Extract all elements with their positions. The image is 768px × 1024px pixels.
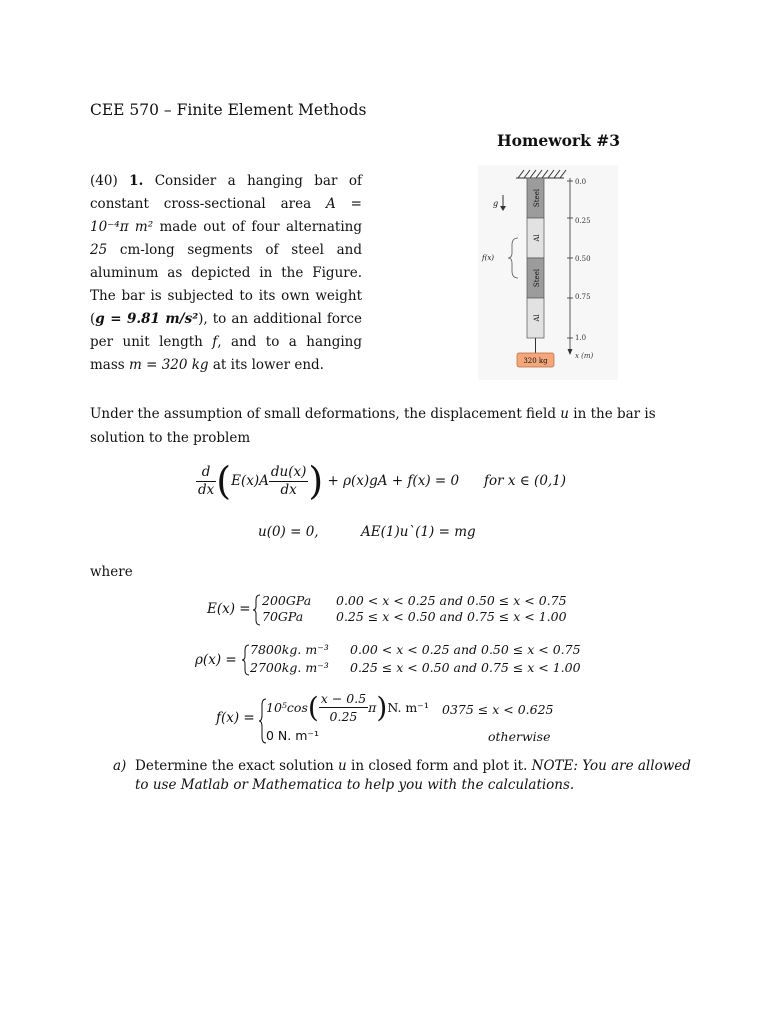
- f-case-1: 10⁵cos( $\frac{x - 0.5}{0.25}$ π)N. m⁻¹: [266, 691, 429, 724]
- homework-title: Homework #3: [497, 131, 621, 150]
- mass-label: 320 kg: [523, 357, 548, 365]
- question-note: NOTE: You are allowed to use Matlab or Mathematica to help you with the calculations.: [135, 758, 691, 793]
- tick-label: 0.75: [575, 293, 591, 301]
- force-symbol: f: [212, 334, 218, 350]
- question-text: in closed form and plot it.: [346, 758, 532, 774]
- d-dx-fraction: [196, 464, 216, 499]
- governing-term: E(x)A: [231, 473, 269, 489]
- problem-text: , and to a hanging mass: [90, 334, 362, 373]
- f-case-2: 0 N. m⁻¹: [266, 728, 320, 743]
- segment-label-1: Steel: [533, 188, 541, 208]
- problem-text: ), to an additional force per unit length: [90, 311, 362, 350]
- problem-1-paragraph: [90, 170, 362, 377]
- f-pi: π: [368, 700, 377, 715]
- bc-right: AE(1)u`(1) = mg: [361, 524, 476, 540]
- problem-text: at its lower end.: [208, 357, 324, 373]
- question-text: Determine the exact solution: [135, 758, 339, 774]
- problem-points: (40): [90, 173, 118, 189]
- governing-rest: + ρ(x)gA + f(x) = 0: [327, 473, 460, 489]
- axis-label: x (m): [575, 352, 594, 360]
- problem-text: cm-long segments of steel and aluminum as depicted in the Figure. The bar is subjected to its own weight (: [90, 242, 362, 327]
- where-label: where: [90, 564, 133, 580]
- tick-label: 0.0: [575, 178, 587, 186]
- intro-paragraph: [90, 402, 690, 450]
- e-case-1: 200GPa: [262, 593, 312, 608]
- bar-figure: [478, 165, 618, 380]
- e-def-lhs: E(x) =: [207, 601, 251, 617]
- frac-num: du(x): [270, 463, 307, 480]
- course-title: CEE 570 – Finite Element Methods: [90, 101, 367, 119]
- rho-cond-1: 0.00 < x < 0.25 and 0.50 ≤ x < 0.75: [350, 642, 581, 657]
- f-cos: 10⁵cos: [266, 700, 308, 715]
- f-def-lhs: f(x) =: [216, 710, 255, 726]
- u-symbol: u: [338, 758, 347, 774]
- segment-label-4: Al: [533, 314, 541, 322]
- segment-label-3: Steel: [533, 268, 541, 288]
- f-cond-2: otherwise: [488, 729, 551, 744]
- problem-text: Consider a hanging bar of constant cross-sectional area: [90, 173, 362, 212]
- rho-case-1: 7800kg. m⁻³: [250, 642, 329, 657]
- du-dx-fraction: [269, 464, 308, 499]
- tick-label: 0.25: [575, 217, 591, 225]
- segment-length: 25: [90, 242, 108, 258]
- mass-expression: m = 320 kg: [129, 357, 209, 373]
- problem-text: made out of four alternating: [153, 219, 362, 235]
- frac-den: 0.25: [329, 709, 358, 724]
- tick-label: 1.0: [575, 334, 587, 342]
- rho-case-2: 2700kg. m⁻³: [250, 660, 329, 675]
- problem-number: 1.: [129, 173, 144, 189]
- intro-text: in the bar is solution to the problem: [90, 406, 656, 446]
- frac-num: d: [196, 464, 216, 482]
- e-case-2: 70GPa: [262, 609, 304, 624]
- question-a-text: [135, 757, 695, 795]
- bc-left: u(0) = 0,: [258, 524, 319, 540]
- question-a-label: a): [113, 758, 127, 774]
- gravity-expression: g = 9.81 m/s²: [95, 311, 199, 327]
- tick-label: 0.50: [575, 255, 591, 263]
- frac-den: dx: [280, 481, 297, 498]
- intro-text: Under the assumption of small deformations, the displacement field: [90, 406, 561, 422]
- governing-domain: for x ∈ (0,1): [484, 473, 567, 489]
- rho-cond-2: 0.25 ≤ x < 0.50 and 0.75 ≤ x < 1.00: [350, 660, 581, 675]
- e-def-brace: [252, 594, 262, 626]
- u-symbol: u: [560, 406, 569, 422]
- force-label: f(x): [482, 254, 495, 262]
- area-expression: A = 10⁻⁴π m²: [90, 196, 362, 235]
- governing-equation: $\frac{d}{dx}$ (E(x)A $\frac{du(x)}{dx}$ ) + ρ(x)gA + f(x) = 0: [198, 459, 460, 503]
- e-cond-2: 0.25 ≤ x < 0.50 and 0.75 ≤ x < 1.00: [336, 609, 567, 624]
- f-cond-1: 0375 ≤ x < 0.625: [442, 702, 554, 717]
- f-fraction: [319, 690, 368, 725]
- f-unit: N. m⁻¹: [387, 700, 429, 715]
- segment-label-2: Al: [533, 234, 541, 242]
- frac-num: x − 0.5: [320, 691, 367, 706]
- frac-den: dx: [198, 481, 215, 498]
- rho-def-lhs: ρ(x) =: [195, 652, 237, 668]
- e-cond-1: 0.00 < x < 0.25 and 0.50 ≤ x < 0.75: [336, 593, 567, 608]
- gravity-label: g: [493, 199, 499, 208]
